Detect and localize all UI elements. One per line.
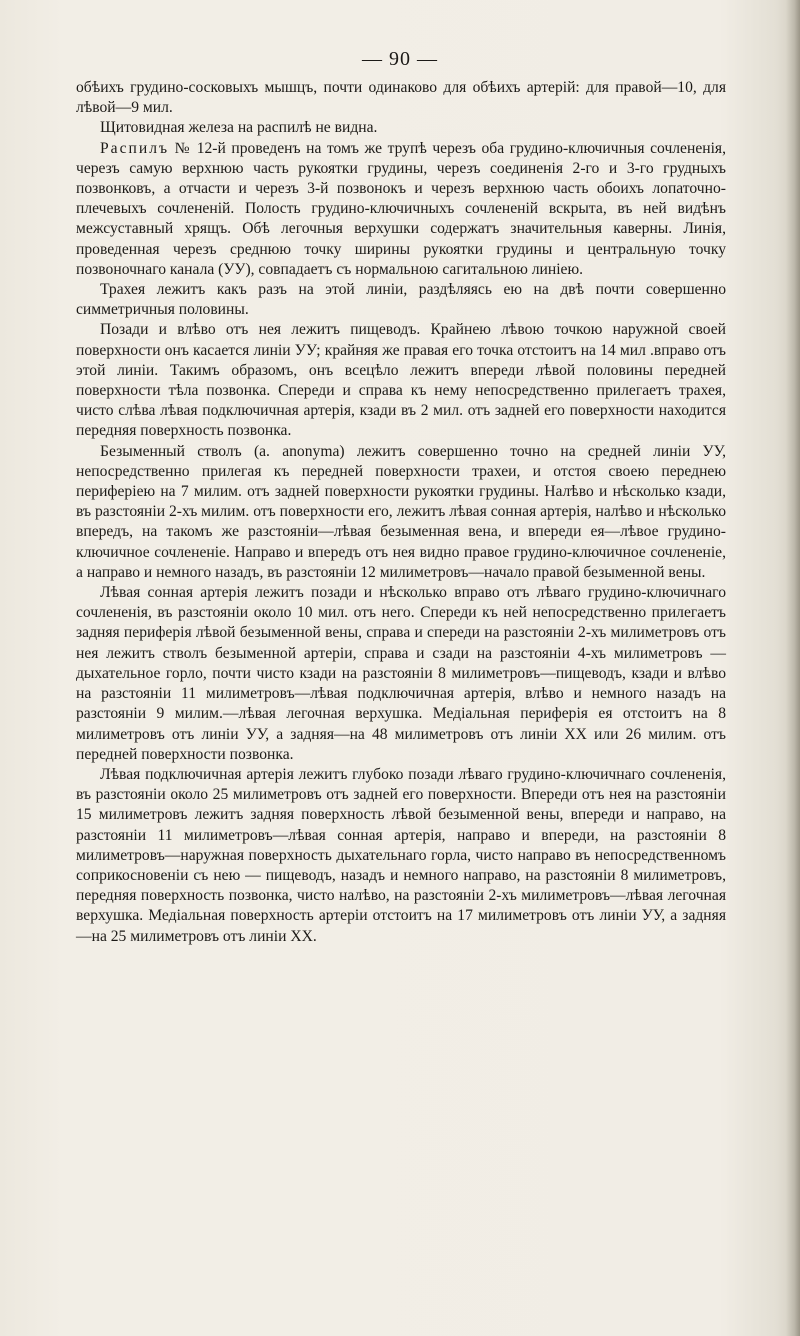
paragraph-3: Распилъ № 12-й проведенъ на томъ же трупѣ черезъ оба грудино-ключичныя сочлененія, черезъ самую верхнюю часть рукоятки грудины, черезъ соединенія 2-го и 3-го грудныхъ позвонковъ, а отчасти и черезъ 3-й позвонокъ и черезъ верхнюю часть обоихъ лопаточно-плечевыхъ сочлененій. Полость грудино-ключичныхъ сочлененій вскрыта, въ ней видѣнъ межсуставный хрящъ. Обѣ легочныя верхушки содержатъ значительныя каверны. Линія, проведенная черезъ среднюю точку ширины рукоятки грудины и центральную точку позвоночнаго канала (УУ), совпадаетъ съ нормальною сагитальною линіею. [76,139,726,278]
page-number: — 90 — [362,48,438,70]
paragraph-4: Трахея лежитъ какъ разъ на этой линіи, раздѣляясь ею на двѣ почти совершенно симметричныя половины. [76,281,726,319]
paragraph-2: Щитовидная железа на распилѣ не видна. [100,119,378,137]
paragraph-7: Лѣвая сонная артерія лежитъ позади и нѣсколько вправо отъ лѣваго грудино-ключичнаго сочлененія, въ разстояніи около 10 мил. отъ него. Спереди къ ней непосредственно прилегаетъ задняя периферія лѣвой безыменной вены, справа и спереди на разстояніи 2-хъ милиметровъ отъ нея лежитъ стволъ безыменной артеріи, справа и сзади на разстояніи 4-хъ милиметровъ — дыхательное горло, почти чисто кзади на разстояніи 8 милиметровъ—пищеводъ, кзади и влѣво на разстояніи 11 милиметровъ—лѣвая подключичная артерія, влѣво и немного назадъ на разстояніи 9 милим.—лѣвая легочная верхушка. Медіальная периферія ея отстоитъ на 8 милиметровъ отъ линіи УУ, а задняя—на 48 милиметровъ отъ линіи XX или 26 милим. отъ передней поверхности позвонка. [76,584,726,763]
page-body [76,78,726,947]
section-lead-word: Распилъ [100,139,170,157]
paragraph-1: обѣихъ грудино-сосковыхъ мышцъ, почти одинаково для обѣихъ артерій: для правой—10, для лѣвой—9 мил. [76,79,726,117]
page-edge-shadow [786,0,800,1336]
paragraph-6: Безыменный стволъ (a. anonyma) лежитъ совершенно точно на средней линіи УУ, непосредственно прилегая къ передней поверхности трахеи, и отстоя своею переднею периферіею на 7 милим. отъ задней поверхности рукоятки грудины. Налѣво и нѣсколько кзади, въ разстояніи 2-хъ милим. отъ поверхности его, лежитъ лѣвая сонная артерія, налѣво и нѣсколько впередъ, на такомъ же разстояніи—лѣвая безыменная вена, и впереди ея—лѣвое грудино-ключичное сочлененіе. Направо и впередъ отъ нея видно правое грудино-ключичное сочлененіе, а направо и немного назадъ, въ разстояніи 12 милиметровъ—начало правой безыменной вены. [76,442,726,581]
paragraph-5: Позади и влѣво отъ нея лежитъ пищеводъ. Крайнею лѣвою точкою наружной своей поверхности онъ касается линіи УУ; крайняя же правая его точка отстоитъ на 14 мил .вправо отъ этой линіи. Такимъ образомъ, онъ всецѣло лежитъ впереди лѣвой половины передней поверхности тѣла позвонка. Спереди и справа къ нему непосредственно прилегаетъ трахея, чисто слѣва лѣвая подключичная артерія, кзади въ 2 мил. отъ задней его поверхности находится передняя поверхность позвонка. [76,321,726,440]
paragraph-8: Лѣвая подключичная артерія лежитъ глубоко позади лѣваго грудино-ключичнаго сочлененія, въ разстояніи около 25 милиметровъ отъ задней его поверхности. Впереди отъ нея на разстояніи 15 милиметровъ лежитъ задняя поверхность лѣвой безыменной вены, впереди и направо, на разстояніи 11 милиметровъ—лѣвая сонная артерія, направо и впереди, на разстояніи 8 милиметровъ—наружная поверхность дыхательнаго горла, чисто направо въ непосредственномъ соприкосновеніи съ нею — пищеводъ, назадъ и немного направо, на разстояніи 8 милиметровъ, передняя поверхность позвонка, чисто налѣво, на разстояніи 2-хъ милиметровъ—лѣвая легочная верхушка. Медіальная поверхность артеріи отстоитъ на 17 милиметровъ отъ линіи УУ, а задняя—на 25 милиметровъ отъ линіи XX. [76,765,726,945]
